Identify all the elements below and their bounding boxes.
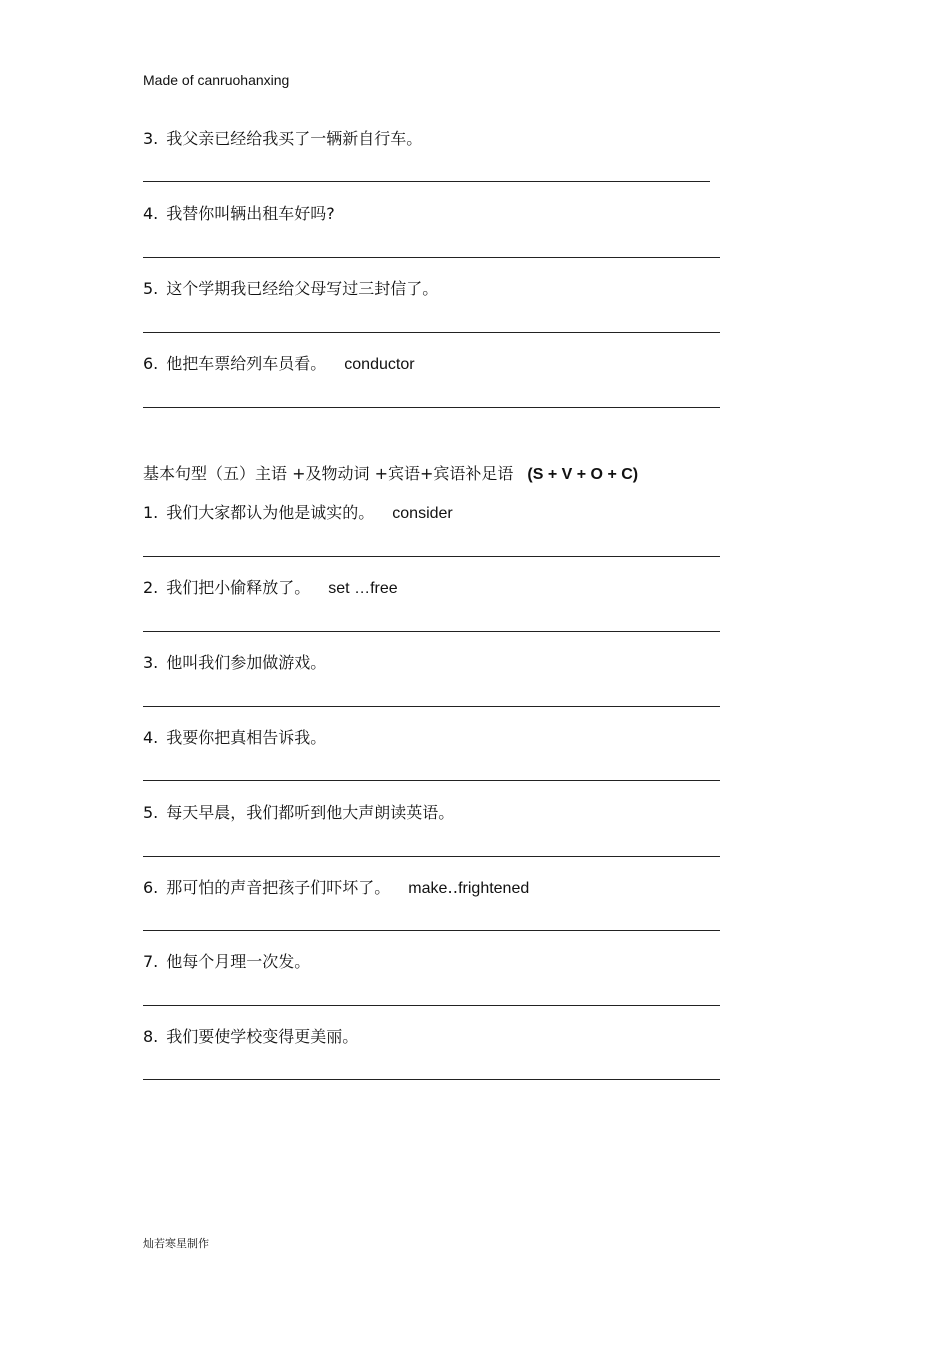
answer-line[interactable] [143, 181, 710, 182]
item-number: 4. [143, 204, 159, 223]
item-number: 6. [143, 354, 159, 373]
page-footer: 灿若寒星制作 [143, 1237, 209, 1250]
answer-line[interactable] [143, 407, 720, 408]
item-text: 他把车票给列车员看。 [166, 354, 327, 373]
item-number: 3. [143, 129, 159, 148]
section-heading [143, 461, 638, 484]
item-text: 我父亲已经给我买了一辆新自行车。 [166, 129, 423, 148]
item-text: 他叫我们参加做游戏。 [166, 653, 327, 672]
answer-line[interactable] [143, 257, 720, 258]
item-text: 这个学期我已经给父母写过三封信了。 [166, 279, 439, 298]
exercise-item [143, 875, 529, 898]
item-text: 我们把小偷释放了。 [166, 578, 311, 597]
item-hint: consider [392, 505, 453, 522]
item-number: 3. [143, 653, 159, 672]
item-text: 每天早晨，我们都听到他大声朗读英语。 [166, 803, 455, 822]
item-hint: conductor [344, 356, 415, 373]
section-title: 基本句型（五）主语 +及物动词 +宾语+宾语补足语 [143, 464, 514, 483]
answer-line[interactable] [143, 332, 720, 333]
exercise-item [143, 725, 326, 748]
answer-line[interactable] [143, 706, 720, 707]
exercise-item [143, 949, 310, 972]
page-header: Made of canruohanxing [143, 72, 290, 88]
answer-line[interactable] [143, 1005, 720, 1006]
answer-line[interactable] [143, 556, 720, 557]
item-number: 5. [143, 279, 159, 298]
exercise-item [143, 575, 398, 598]
answer-line[interactable] [143, 930, 720, 931]
exercise-item [143, 500, 453, 523]
item-number: 1. [143, 503, 159, 522]
item-number: 6. [143, 878, 159, 897]
exercise-item [143, 201, 335, 224]
item-text: 我替你叫辆出租车好吗? [166, 204, 335, 223]
answer-line[interactable] [143, 780, 720, 781]
item-number: 7. [143, 952, 159, 971]
exercise-item [143, 1024, 358, 1047]
exercise-item [143, 126, 422, 149]
item-number: 5. [143, 803, 159, 822]
item-text: 我要你把真相告诉我。 [166, 728, 327, 747]
answer-line[interactable] [143, 1079, 720, 1080]
item-text: 那可怕的声音把孩子们吓坏了。 [166, 878, 391, 897]
item-text: 他每个月理一次发。 [166, 952, 311, 971]
item-number: 2. [143, 578, 159, 597]
exercise-item [143, 800, 454, 823]
item-hint: make‥frightened [408, 880, 530, 897]
section-formula: (S + V + O + C) [527, 466, 639, 483]
exercise-item [143, 351, 415, 374]
item-hint: set …free [328, 580, 398, 597]
exercise-item [143, 650, 326, 673]
item-number: 8. [143, 1027, 159, 1046]
item-number: 4. [143, 728, 159, 747]
answer-line[interactable] [143, 631, 720, 632]
item-text: 我们大家都认为他是诚实的。 [166, 503, 375, 522]
item-text: 我们要使学校变得更美丽。 [166, 1027, 359, 1046]
answer-line[interactable] [143, 856, 720, 857]
exercise-item [143, 276, 438, 299]
